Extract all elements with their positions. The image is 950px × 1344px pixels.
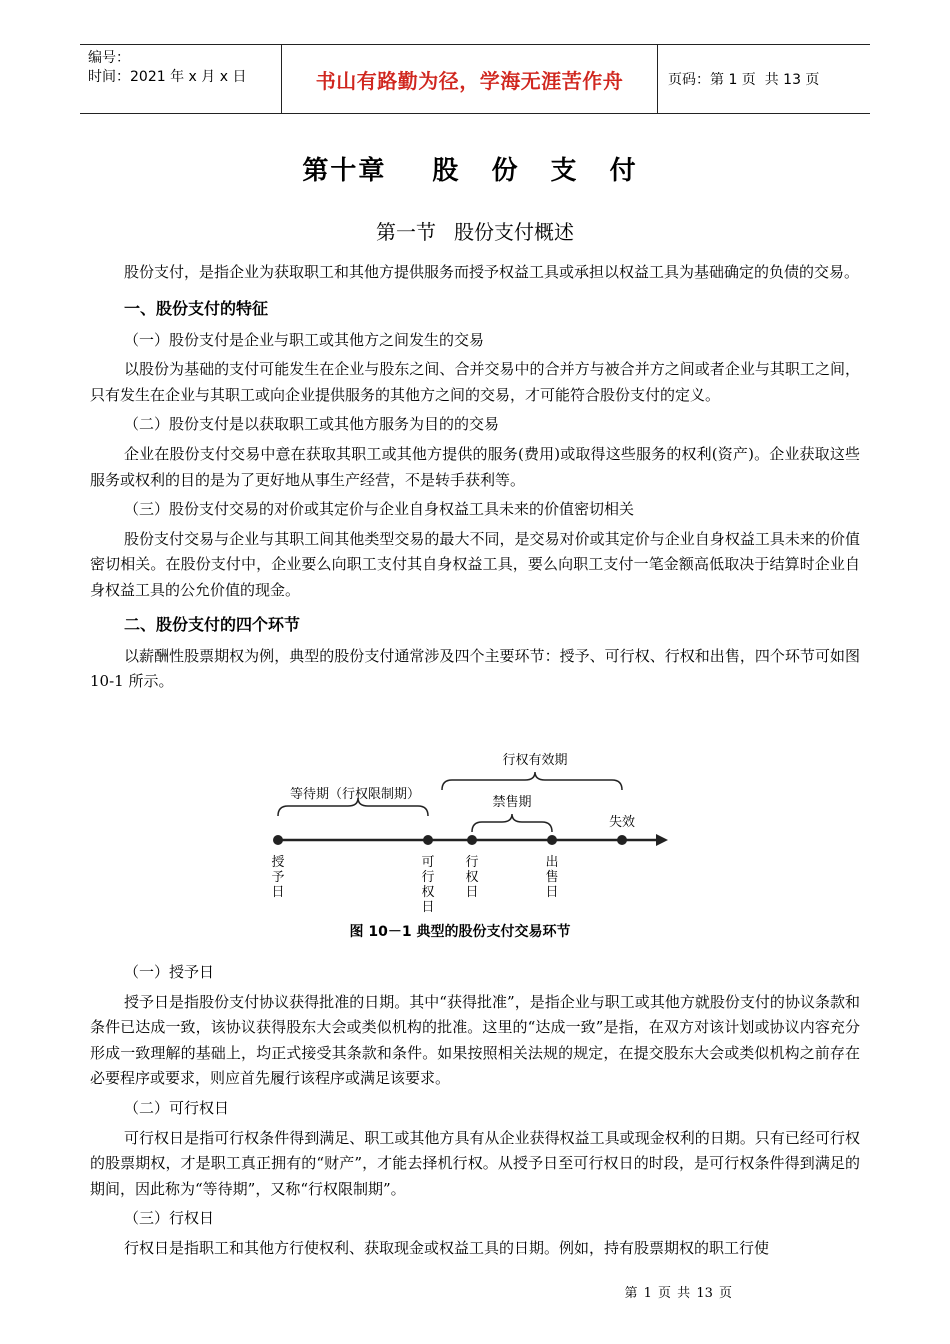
point-vesting-date [423,835,433,845]
point-expire [617,835,627,845]
chapter-title [0,150,950,187]
feature-1-title: （一）股份支付是企业与职工或其他方之间发生的交易 [124,330,485,349]
label-grant-date: 授予日 [271,855,285,900]
section-title [0,216,950,245]
page-footer: 第 1 页 共 13 页 [624,1286,732,1301]
stage-2-body: 可行权日是指可行权条件得到满足、职工或其他方具有从企业获得权益工具或现金权利的日期。只有已经可行权的股票期权，才是职工真正拥有的“财产”，才能去择机行权。从授予日至可行权日的时段，是可行权条件得到满足的期间，因此称为“等待期”，又称“行权限制期”。 [90,1128,860,1198]
header-page-info [658,45,870,113]
page-info-text: 页码：第 1 页 共 13 页 [668,72,820,88]
header-meta [80,45,282,113]
time-label: 时间：2021 年 x 月 x 日 [88,69,247,85]
label-valid-period: 行权有效期 [502,753,568,768]
stage-3-body: 行权日是指职工和其他方行使权利、获取现金或权益工具的日期。例如，持有股票期权的职工行使 [124,1238,770,1257]
label-waiting-period: 等待期（行权限制期） [289,787,421,802]
chapter-name: 股 份 支 付 [432,156,648,186]
timeline-arrowhead [656,834,668,846]
page-header [80,44,870,114]
figure-caption: 图 10－1 典型的股份支付交易环节 [349,924,571,940]
feature-3-body: 股份支付交易与企业与其职工间其他类型交易的最大不同，是交易对价或其定价与企业自身权益工具未来的价值密切相关。在股份支付中，企业要么向职工支付其自身权益工具，要么向职工支付一笔金额高低取决于结算时企业自身权益工具的公允价值的现金。 [90,529,860,599]
content-part-1 [90,260,860,695]
feature-2-title: （二）股份支付是以获取职工或其他方服务为目的的交易 [124,415,500,434]
stage-2-title: （二）可行权日 [124,1098,230,1117]
feature-1-body: 以股份为基础的支付可能发生在企业与股东之间、合并交易中的合并方与被合并方之间或者企业与其职工之间，只有发生在企业与其职工或向企业提供服务的其他方之间的交易，才可能符合股份支付的定义。 [90,360,860,404]
lockup-period-brace [472,814,552,832]
label-expire: 失效 [608,815,636,830]
feature-2-body: 企业在股份支付交易中意在获取其职工或其他方提供的服务(费用)或取得这些服务的权利(资产)。企业获取这些服务或权利的目的是为了更好地从事生产经营，不是转手获利等。 [90,444,860,489]
heading-features: 一、股份支付的特征 [124,298,269,318]
section-name: 股份支付概述 [454,220,574,244]
stage-1-body: 授予日是指股份支付协议获得批准的日期。其中“获得批准”，是指企业与职工或其他方就股份支付的协议条款和条件已达成一致，该协议获得股东大会或类似机构的批准。这里的“达成一致”是指，在双方对该计划或协议内容充分形成一致理解的基础上，均正式接受其条款和条件。如果按照相关法规的规定，在提交股东大会或类似机构之前存在必要程序或要求，则应首先履行该程序或满足该要求。 [90,992,860,1088]
label-exercise-date: 行权日 [465,855,479,900]
number-label: 编号： [88,50,130,66]
chapter-number: 第十章 [302,156,387,186]
figure-stock-payment-timeline [260,748,680,948]
content-part-2 [90,960,860,1262]
stages-intro: 以薪酬性股票期权为例，典型的股份支付通常涉及四个主要环节：授予、可行权、行权和出售，四个环节可如图 10-1 所示。 [90,646,860,691]
heading-stages: 二、股份支付的四个环节 [124,614,301,634]
point-grant-date [273,835,283,845]
label-sale-date: 出售日 [545,855,559,900]
valid-period-brace [442,772,622,790]
point-exercise-date [467,835,477,845]
stage-3-title: （三）行权日 [124,1209,215,1228]
label-lockup-period: 禁售期 [492,795,532,810]
feature-3-title: （三）股份支付交易的对价或其定价与企业自身权益工具未来的价值密切相关 [124,500,635,519]
intro-paragraph: 股份支付，是指企业为获取职工和其他方提供服务而授予权益工具或承担以权益工具为基础确定的负债的交易。 [124,263,860,281]
header-motto: 书山有路勤为径，学海无涯苦作舟 [282,45,658,113]
point-sale-date [547,835,557,845]
label-vesting-date: 可行权日 [421,855,435,915]
stage-1-title: （一）授予日 [124,963,215,981]
section-number: 第一节 [376,220,436,244]
